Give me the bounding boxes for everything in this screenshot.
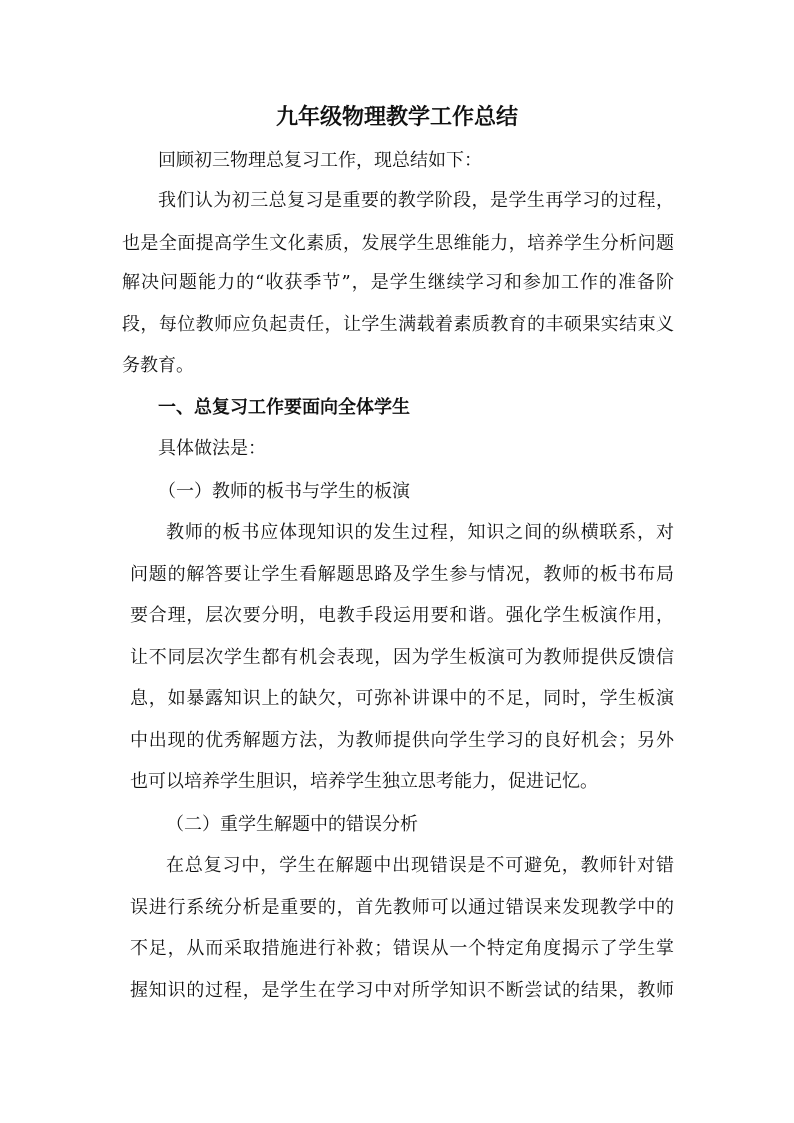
paragraph-line: 息，如暴露知识上的缺欠，可弥补讲课中的不足，同时，学生板演 [130, 688, 674, 709]
intro-line: 回顾初三物理总复习工作，现总结如下： [158, 150, 482, 171]
paragraph-line: 问题的解答要让学生看解题思路及学生参与情况，教师的板书布局 [130, 564, 674, 585]
paragraph-line: 也是全面提高学生文化素质，发展学生思维能力，培养学生分析问题 [122, 233, 674, 254]
paragraph-line: 误进行系统分析是重要的，首先教师可以通过错误来发现教学中的 [130, 897, 674, 918]
paragraph-line: 我们认为初三总复习是重要的教学阶段，是学生再学习的过程， [158, 190, 674, 211]
subsection-heading: （二）重学生解题中的错误分析 [166, 814, 418, 835]
subsection-heading: （一）教师的板书与学生的板演 [158, 481, 410, 502]
paragraph-line: 让不同层次学生都有机会表现，因为学生板演可为教师提供反馈信 [130, 647, 674, 668]
section-heading: 一、总复习工作要面向全体学生 [158, 397, 410, 418]
paragraph-line: 不足，从而采取措施进行补救；错误从一个特定角度揭示了学生掌 [130, 938, 674, 959]
paragraph-line: 段，每位教师应负起责任，让学生满载着素质教育的丰硕果实结束义 [122, 314, 674, 335]
document-title: 九年级物理教学工作总结 [275, 104, 518, 130]
paragraph-line: 要合理，层次要分明，电教手段运用要和谐。强化学生板演作用， [130, 605, 674, 626]
paragraph-line: 中出现的优秀解题方法，为教师提供向学生学习的良好机会；另外 [130, 730, 674, 751]
paragraph-line: 务教育。 [122, 355, 194, 376]
paragraph-line: 握知识的过程，是学生在学习中对所学知识不断尝试的结果，教师 [130, 980, 674, 1001]
paragraph-line: 教师的板书应体现知识的发生过程，知识之间的纵横联系，对 [166, 522, 674, 543]
paragraph-line: 在总复习中，学生在解题中出现错误是不可避免，教师针对错 [166, 855, 674, 876]
paragraph-line: 解决问题能力的“收获季节”，是学生继续学习和参加工作的准备阶 [122, 272, 674, 293]
method-label: 具体做法是： [158, 438, 266, 459]
paragraph-line: 也可以培养学生胆识，培养学生独立思考能力，促进记忆。 [130, 771, 598, 792]
